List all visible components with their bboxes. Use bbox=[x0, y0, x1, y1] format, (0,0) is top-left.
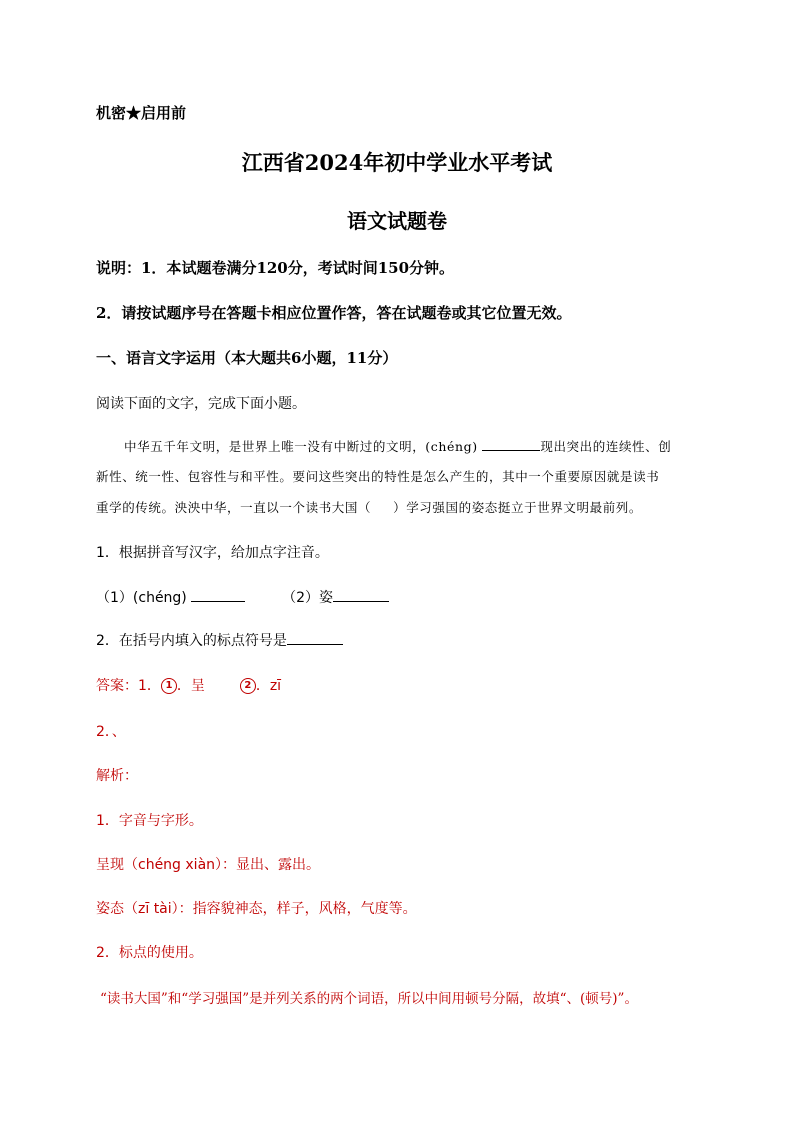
confidential-label: 机密★启用前 bbox=[96, 104, 187, 122]
circled-number-1: 1 bbox=[161, 678, 177, 694]
question-1-item-2: （2）姿 bbox=[282, 590, 334, 606]
question-1-prompt: 1．根据拼音写汉字，给加点字注音。 bbox=[96, 545, 329, 561]
instructions-line-2: 2．请按试题序号在答题卡相应位置作答，答在试题卷或其它位置无效。 bbox=[96, 304, 572, 322]
answer-1-text: ．呈 bbox=[176, 678, 205, 694]
analysis-point-2: 2．标点的使用。 bbox=[96, 945, 203, 961]
analysis-punctuation-explanation: “读书大国”和“学习强国”是并列关系的两个词语，所以中间用顿号分隔，故填“、(顿号)”。 bbox=[100, 991, 638, 1007]
instructions-line-1: 说明：1．本试题卷满分120分，考试时间150分钟。 bbox=[96, 259, 455, 277]
exam-title: 江西省2024年初中学业水平考试 bbox=[241, 150, 553, 175]
analysis-label: 解析： bbox=[96, 768, 138, 784]
circled-number-2: 2 bbox=[240, 678, 256, 694]
question-2-text: 2．在括号内填入的标点符号是 bbox=[96, 633, 287, 649]
passage-text: ）学习强国的姿态挺立于世界文明最前列。 bbox=[393, 500, 643, 515]
answer-line-1 bbox=[96, 675, 281, 695]
passage-line-1 bbox=[124, 436, 671, 455]
passage-line-3 bbox=[96, 498, 642, 516]
passage-text: 现出突出的连续性、创 bbox=[540, 439, 672, 454]
section-heading: 一、语言文字运用（本大题共6小题，11分） bbox=[96, 349, 398, 367]
passage-text: 中华五千年文明，是世界上唯一没有中断过的文明，(chéng) bbox=[124, 439, 478, 454]
exam-subtitle: 语文试题卷 bbox=[347, 209, 447, 233]
analysis-point-1: 1．字音与字形。 bbox=[96, 813, 203, 829]
analysis-pronunciation-1: 呈现（chéng xiàn）：显出、露出。 bbox=[96, 857, 321, 873]
answer-blank[interactable] bbox=[482, 436, 540, 451]
question-1-item-1: （1）(chéng) bbox=[96, 590, 187, 606]
passage-text: 重学的传统。泱泱中华，一直以一个读书大国（ bbox=[96, 500, 372, 515]
answer-blank-1[interactable] bbox=[191, 587, 245, 602]
analysis-pronunciation-2: 姿态（zī tài）：指容貌神态，样子，风格，气度等。 bbox=[96, 901, 417, 917]
passage-line-2: 新性、统一性、包容性与和平性。要问这些突出的特性是怎么产生的，其中一个重要原因就是读书 bbox=[96, 469, 660, 484]
answer-line-2: 2．、 bbox=[96, 724, 126, 740]
answer-blank-3[interactable] bbox=[287, 630, 343, 645]
question-2-prompt bbox=[96, 630, 343, 650]
question-1-items bbox=[96, 587, 389, 607]
answer-2-text: ．zī bbox=[255, 678, 282, 694]
answer-label: 答案：1． bbox=[96, 678, 161, 694]
answer-blank-2[interactable] bbox=[333, 587, 389, 602]
reading-intro: 阅读下面的文字，完成下面小题。 bbox=[96, 396, 306, 412]
